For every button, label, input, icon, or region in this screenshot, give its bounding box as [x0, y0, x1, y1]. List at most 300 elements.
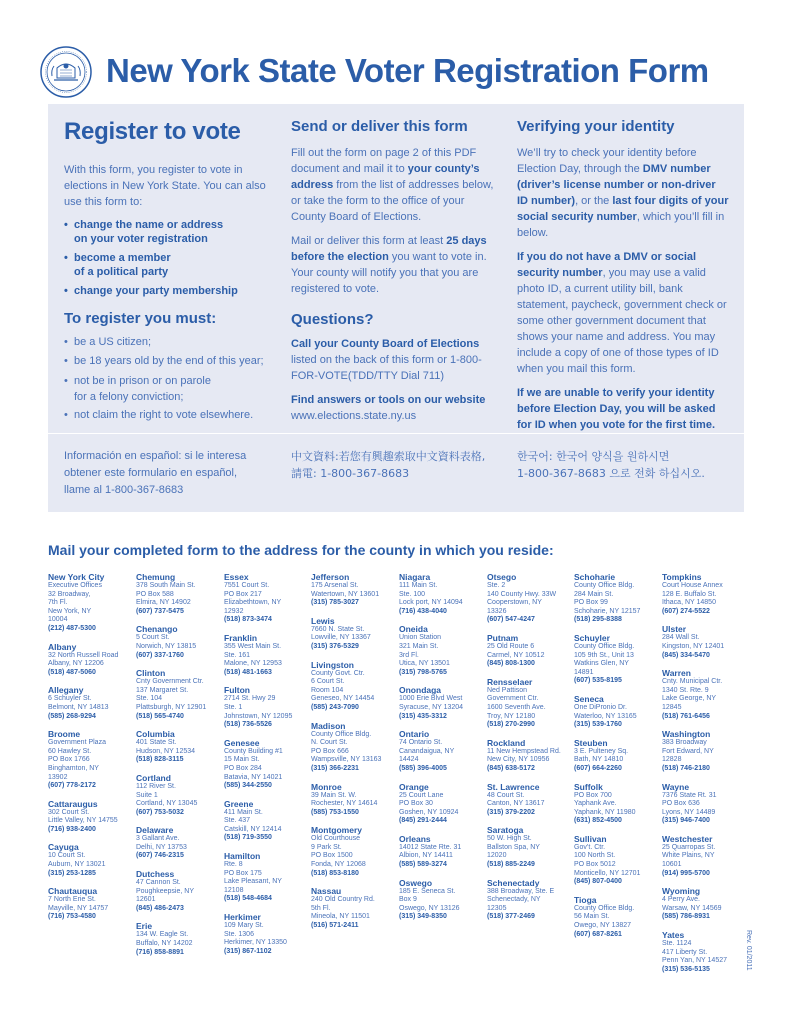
- county-phone: (315) 536-5135: [662, 965, 710, 973]
- county-entry: [311, 782, 397, 818]
- county-entry: [574, 834, 660, 887]
- county-name: Cattaraugus: [48, 798, 98, 809]
- county-phone: (716) 438-4040: [399, 607, 447, 615]
- county-address-line: 2714 St. Hwy 29: [224, 695, 276, 703]
- county-address-line: Room 104: [311, 686, 344, 694]
- county-entry: [136, 825, 222, 861]
- verify-heading: Verifying your identity: [517, 118, 675, 135]
- county-phone: (607) 337-1760: [136, 651, 184, 659]
- county-address-line: Albion, NY 14411: [399, 852, 453, 860]
- county-phone: (315) 539-1760: [574, 721, 622, 729]
- county-name: Monroe: [311, 781, 342, 792]
- county-address-line: 6 Court St.: [311, 678, 345, 686]
- county-name: Jefferson: [311, 572, 350, 582]
- county-address-line: Lock port, NY 14094: [399, 599, 463, 607]
- county-address-line: 7551 Court St.: [224, 582, 270, 589]
- county-address-line: N. Court St.: [311, 739, 348, 747]
- list-item: • become a member of a political party: [64, 251, 174, 279]
- county-address-line: Utica, NY 13501: [399, 660, 450, 668]
- county-address-line: Elizabethtown, NY: [224, 599, 282, 607]
- county-entry: [224, 738, 310, 791]
- county-phone: (315) 253-1285: [48, 869, 96, 877]
- county-name: Chautauqua: [48, 886, 98, 897]
- county-name: Lewis: [311, 615, 335, 626]
- county-name: Dutchess: [136, 869, 175, 880]
- county-address-line: 4 Perry Ave.: [662, 896, 701, 904]
- text-span: , you may use a valid photo ID, a current utility bill, bank statement, paycheck, government check or some other government document that shows your name and address. You may include a copy of one of those types of ID when you mail this form.: [517, 267, 727, 375]
- county-address-line: Ste. 104: [136, 695, 163, 703]
- county-name: Hamilton: [224, 851, 261, 862]
- county-address-line: County Office Bldg.: [574, 904, 635, 912]
- county-name: Rockland: [487, 737, 526, 748]
- county-entry: [399, 729, 485, 773]
- county-phone: (607) 687-8261: [574, 930, 622, 938]
- county-entry: [136, 624, 222, 660]
- county-address-line: Carmel, NY 10512: [487, 651, 545, 659]
- county-name: Sullivan: [574, 833, 607, 844]
- county-address-line: Schoharie, NY 12157: [574, 607, 641, 615]
- county-entry: [311, 721, 397, 774]
- county-entry: [399, 782, 485, 826]
- county-entry: [48, 572, 134, 634]
- county-address-line: 14891: [574, 668, 594, 676]
- county-entry: [574, 572, 660, 625]
- county-phone: (518) 853-8180: [311, 869, 359, 877]
- county-name: Ontario: [399, 729, 430, 740]
- county-entry: [48, 642, 134, 678]
- county-address-line: PO Box 5012: [574, 861, 616, 869]
- korean-line-2: 1-800-367-8683 으로 전화 하십시오.: [517, 467, 705, 480]
- county-phone: (607) 274-5522: [662, 607, 710, 615]
- county-address-line: Herkimer, NY 13350: [224, 939, 287, 947]
- county-address-line: Batavia, NY 14021: [224, 773, 283, 781]
- county-address-line: Penn Yan, NY 14527: [662, 957, 727, 965]
- county-address-line: 105 9th St., Unit 13: [574, 651, 634, 659]
- county-phone: (845) 807-0400: [574, 878, 622, 886]
- register-column: [64, 118, 274, 425]
- county-name: Saratoga: [487, 825, 524, 836]
- county-name: Schoharie: [574, 572, 616, 582]
- county-address-line: County Govt. Ctr.: [311, 669, 365, 677]
- county-phone: (518) 565-4740: [136, 712, 184, 720]
- county-address-line: PO Box 99: [574, 599, 608, 607]
- county-entry: [224, 685, 310, 729]
- county-name: Suffolk: [574, 781, 603, 792]
- county-phone: (518) 828-3115: [136, 756, 184, 764]
- county-address-line: PO Box 175: [224, 869, 262, 877]
- county-entry: [487, 825, 573, 869]
- county-column: [48, 572, 134, 930]
- spanish-info: Información en español: si le interesa obtener este formulario en español, llame al 1-800-367-8683: [64, 450, 247, 496]
- county-column: [224, 572, 310, 964]
- county-name: Montgomery: [311, 825, 362, 836]
- county-address-line: 284 Wall St.: [662, 634, 700, 642]
- county-phone: (607) 664-2260: [574, 764, 622, 772]
- county-address-line: Cortland, NY 13045: [136, 800, 198, 808]
- county-address-line: 401 State St.: [136, 739, 177, 747]
- county-address-line: 12020: [487, 852, 507, 860]
- county-entry: [399, 624, 485, 677]
- county-phone: (518) 719-3550: [224, 834, 272, 842]
- county-address-line: 7th Fl.: [48, 599, 68, 607]
- county-address-line: 11 New Hempstead Rd.: [487, 747, 561, 755]
- county-entry: [311, 886, 397, 930]
- county-address-line: Lyons, NY 14489: [662, 808, 716, 816]
- korean-line-1: 한국어: 한국어 양식을 원하시면: [517, 450, 670, 463]
- county-address-line: Waterloo, NY 13165: [574, 712, 637, 720]
- county-address-line: 6 Schuyler St.: [48, 695, 92, 703]
- county-phone: (315) 379-2202: [487, 808, 535, 816]
- county-address-line: 10004: [48, 616, 68, 624]
- county-address-line: County Office Bldg.: [311, 730, 372, 738]
- county-address-line: 12601: [136, 896, 156, 904]
- revision-note: Rev. 01/2011: [745, 930, 752, 971]
- county-entry: [487, 878, 573, 922]
- county-address-line: 1000 Erie Blvd West: [399, 695, 463, 703]
- county-entry: [662, 729, 748, 773]
- county-address-line: Mayville, NY 14757: [48, 904, 109, 912]
- county-address-line: 3rd Fl.: [399, 651, 419, 659]
- county-address-line: Plattsburgh, NY 12901: [136, 703, 207, 711]
- text-span: DMV number (driver’s license number or non-driver ID number): [517, 163, 716, 207]
- county-entry: [311, 616, 397, 652]
- county-entry: [224, 912, 310, 956]
- county-address-line: Ste. 1: [224, 703, 243, 711]
- county-name: Steuben: [574, 737, 608, 748]
- county-phone: (607) 753-5032: [136, 808, 184, 816]
- uses-list: [64, 218, 274, 298]
- county-name: Allegany: [48, 685, 84, 696]
- county-address-line: 56 Main St.: [574, 913, 610, 921]
- county-name: St. Lawrence: [487, 781, 540, 792]
- county-address-line: Wampsville, NY 13163: [311, 756, 382, 764]
- county-address-line: Ste. 161: [224, 651, 251, 659]
- county-name: Schenectady: [487, 877, 540, 888]
- deadline-paragraph: [291, 233, 501, 297]
- county-name: Fulton: [224, 685, 250, 696]
- county-address-line: Lake Pleasant, NY: [224, 878, 282, 886]
- county-entry: [487, 782, 573, 818]
- county-address-line: 12828: [662, 756, 682, 764]
- county-entry: [487, 677, 573, 730]
- county-name: Putnam: [487, 632, 519, 643]
- county-address-line: Lowville, NY 13367: [311, 634, 371, 642]
- county-entry: [136, 729, 222, 765]
- county-address-line: 137 Margaret St.: [136, 686, 189, 694]
- county-phone: (518) 761-6456: [662, 712, 710, 720]
- list-item: • change your party membership: [64, 284, 274, 298]
- county-address-line: Fonda, NY 12068: [311, 861, 366, 869]
- county-address-line: PO Box 284: [224, 764, 262, 772]
- county-name: Cayuga: [48, 842, 79, 853]
- county-address-line: Fort Edward, NY: [662, 747, 714, 755]
- county-name: New York City: [48, 572, 105, 582]
- county-name: Orange: [399, 781, 429, 792]
- county-phone: (315) 366-2231: [311, 764, 359, 772]
- county-name: Broome: [48, 729, 81, 740]
- county-column: [574, 572, 660, 947]
- county-phone: (518) 548-4684: [224, 895, 272, 903]
- county-entry: [574, 633, 660, 686]
- county-address-line: Goshen, NY 10924: [399, 808, 459, 816]
- county-phone: (607) 547-4247: [487, 616, 535, 624]
- county-address-line: Little Valley, NY 14755: [48, 817, 118, 825]
- text-span: you want to vote in. Your county will notify you that you are registered to vote.: [291, 251, 487, 295]
- county-address-line: 355 West Main St.: [224, 642, 282, 650]
- questions-heading: Questions?: [291, 311, 374, 328]
- county-name: Erie: [136, 921, 153, 932]
- county-address-line: Cnty. Municipal Ctr.: [662, 678, 723, 686]
- county-address-line: Court House Annex: [662, 582, 723, 589]
- county-address-line: Oswego, NY 13126: [399, 904, 460, 912]
- county-phone: (845) 638-5172: [487, 764, 535, 772]
- county-address-line: Kingston, NY 12401: [662, 642, 725, 650]
- text-span: If you do not have a DMV or social security number: [517, 251, 697, 279]
- county-address-line: 1600 Seventh Ave.: [487, 703, 546, 711]
- text-span: Fill out the form on page 2 of this PDF document and mail it to: [291, 147, 477, 175]
- county-entry: [662, 834, 748, 878]
- county-phone: (607) 535-8195: [574, 677, 622, 685]
- county-name: Otsego: [487, 572, 517, 582]
- county-address-line: Cooperstown, NY: [487, 599, 542, 607]
- county-name: Albany: [48, 641, 77, 652]
- text-span: If we are unable to verify your identity before Election Day, you will be asked for ID when you vote for the first time.: [517, 387, 716, 431]
- county-name: Herkimer: [224, 912, 261, 923]
- county-name: Rensselaer: [487, 676, 533, 687]
- county-phone: (315) 867-1102: [224, 947, 272, 955]
- verify-column: [517, 118, 729, 433]
- county-address-line: Union Station: [399, 634, 442, 642]
- county-address-line: Syracuse, NY 13204: [399, 703, 464, 711]
- text-span: your county’s address: [291, 163, 480, 191]
- county-entry: [574, 694, 660, 730]
- county-address-line: County Office Bldg.: [574, 642, 635, 650]
- list-item: • not claim the right to vote elsewhere.: [64, 408, 274, 422]
- county-address-line: Belmont, NY 14813: [48, 703, 109, 711]
- county-phone: (607) 737-5475: [136, 607, 184, 615]
- county-address-line: PO Box 30: [399, 800, 433, 808]
- county-entry: [224, 572, 310, 625]
- county-entry: [487, 738, 573, 774]
- county-address-line: Executive Offices: [48, 582, 102, 589]
- county-phone: (914) 995-5700: [662, 869, 710, 877]
- county-address-line: 5 Court St.: [136, 634, 170, 642]
- text-span: Find answers or tools on our website: [291, 394, 486, 406]
- county-address-line: 302 Court St.: [48, 808, 90, 816]
- county-address-line: 388 Broadway, Ste. E: [487, 887, 555, 895]
- county-entry: [662, 624, 748, 660]
- county-address-line: Bath, NY 14810: [574, 756, 624, 764]
- county-address-line: 15 Main St.: [224, 756, 260, 764]
- county-address-line: Poughkeepsie, NY: [136, 887, 194, 895]
- county-address-line: Catskill, NY 12414: [224, 825, 282, 833]
- county-phone: (518) 295-8388: [574, 616, 622, 624]
- county-name: Cortland: [136, 772, 171, 783]
- county-name: Wayne: [662, 781, 690, 792]
- county-address-line: 111 Main St.: [399, 582, 438, 589]
- county-entry: [311, 572, 397, 608]
- county-address-line: Buffalo, NY 14202: [136, 940, 193, 948]
- county-address-line: PO Box 636: [662, 800, 700, 808]
- county-address-line: PO Box 1500: [311, 852, 353, 860]
- chinese-line-2: 請電: 1-800-367-8683: [291, 467, 410, 480]
- county-address-line: Troy, NY 12180: [487, 712, 536, 720]
- county-address-line: 32 North Russell Road: [48, 651, 119, 659]
- county-phone: (716) 938-2400: [48, 825, 96, 833]
- county-address-line: Rochester, NY 14614: [311, 800, 378, 808]
- county-address-line: 5th Fl.: [311, 904, 331, 912]
- county-address-line: 12108: [224, 886, 244, 894]
- county-address-line: 140 County Hwy. 33W: [487, 590, 557, 598]
- county-phone: (845) 334-5470: [662, 651, 710, 659]
- county-name: Nassau: [311, 886, 342, 897]
- website-link[interactable]: www.elections.state.ny.us: [291, 410, 417, 422]
- county-phone: (585) 589-3274: [399, 861, 447, 869]
- county-address-line: Box 9: [399, 896, 417, 904]
- county-address-line: Ned Pattison: [487, 686, 528, 694]
- county-address-line: Warsaw, NY 14569: [662, 904, 722, 912]
- county-name: Tompkins: [662, 572, 702, 582]
- county-name: Westchester: [662, 833, 713, 844]
- county-address-line: 60 Hawley St.: [48, 747, 92, 755]
- county-entry: [311, 825, 397, 878]
- county-address-line: County Building #1: [224, 747, 283, 755]
- state-seal-icon: [40, 46, 92, 98]
- county-entry: [136, 668, 222, 721]
- website-paragraph: [291, 392, 501, 424]
- send-column: [291, 118, 501, 424]
- chinese-info: [291, 448, 511, 482]
- county-entry: [48, 729, 134, 791]
- text-span: We’ll try to check your identity before Election Day, through the: [517, 147, 697, 175]
- county-phone: (315) 349-8350: [399, 913, 447, 921]
- county-address-line: PO Box 1766: [48, 756, 90, 764]
- county-phone: (518) 746-2180: [662, 764, 710, 772]
- county-entry: [224, 633, 310, 677]
- must-heading: To register you must:: [64, 310, 217, 327]
- text-span: , which you’ll fill in below.: [517, 211, 725, 239]
- county-entry: [662, 668, 748, 721]
- county-phone: (585) 396-4005: [399, 764, 447, 772]
- county-address-line: 3 E. Pulteney Sq.: [574, 747, 629, 755]
- county-address-line: Cnty Government Ctr.: [136, 678, 204, 686]
- county-entry: [574, 738, 660, 774]
- county-name: Chenango: [136, 624, 178, 635]
- header: [40, 44, 760, 100]
- county-address-line: Gov’t. Ctr.: [574, 843, 606, 851]
- county-name: Chemung: [136, 572, 176, 582]
- county-address-line: Government Ctr.: [487, 695, 539, 703]
- county-address-line: White Plains, NY: [662, 852, 715, 860]
- text-span: Call your County Board of Elections: [291, 338, 480, 350]
- county-name: Niagara: [399, 572, 431, 582]
- send-heading: Send or deliver this form: [291, 118, 468, 135]
- text-span: listed on the back of this form or 1-800-FOR-VOTE(TDD/TTY Dial 711): [291, 354, 482, 382]
- county-address-line: 47 Cannon St.: [136, 879, 181, 887]
- county-address-line: One DiPronio Dr.: [574, 703, 627, 711]
- county-address-line: 7 North Erie St.: [48, 896, 96, 904]
- county-address-line: Ballston Spa, NY: [487, 843, 540, 851]
- county-entry: [48, 685, 134, 721]
- county-entry: [574, 782, 660, 826]
- county-name: Delaware: [136, 825, 174, 836]
- county-entry: [48, 799, 134, 835]
- county-phone: (585) 786-8931: [662, 913, 710, 921]
- county-name: Schuyler: [574, 632, 610, 643]
- county-address-line: 109 Mary St.: [224, 922, 264, 930]
- county-address-line: PO Box 588: [136, 590, 174, 598]
- county-name: Clinton: [136, 668, 166, 679]
- county-phone: (716) 753-4580: [48, 913, 96, 921]
- county-address-line: Johnstown, NY 12095: [224, 712, 293, 720]
- county-address-line: Suite 1: [136, 791, 158, 799]
- county-phone: (607) 746-2315: [136, 852, 184, 860]
- text-span: 25 days before the election: [291, 235, 487, 263]
- county-phone: (585) 753-1550: [311, 808, 359, 816]
- county-entry: [399, 878, 485, 922]
- county-address-line: 48 Court St.: [487, 791, 525, 799]
- county-name: Genesee: [224, 737, 260, 748]
- county-phone: (631) 852-4500: [574, 817, 622, 825]
- county-address-line: Albany, NY 12206: [48, 660, 104, 668]
- county-address-line: 321 Main St.: [399, 642, 439, 650]
- county-address-line: 100 North St.: [574, 852, 616, 860]
- county-address-line: Binghamton, NY: [48, 764, 99, 772]
- county-address-line: Schenectady, NY: [487, 896, 541, 904]
- county-address-line: Geneseo, NY 14454: [311, 695, 375, 703]
- first-time-paragraph: [517, 385, 729, 433]
- county-address-line: New York, NY: [48, 607, 92, 615]
- list-item: • be 18 years old by the end of this year;: [64, 354, 274, 368]
- county-name: Washington: [662, 729, 711, 740]
- alt-id-paragraph: [517, 249, 729, 377]
- register-intro: With this form, you register to vote in elections in New York State. You can also use this form to:: [64, 164, 266, 208]
- musts-list: [64, 335, 274, 422]
- chinese-line-1: 中文資料:若您有興趣索取中文資料表格,: [291, 450, 486, 463]
- county-name: Ulster: [662, 624, 687, 635]
- county-phone: (516) 571-2411: [311, 922, 359, 930]
- county-address-line: Yaphank Ave.: [574, 800, 617, 808]
- county-phone: (518) 885-2249: [487, 861, 535, 869]
- county-entry: [399, 685, 485, 721]
- county-phone: (315) 785-3027: [311, 599, 359, 607]
- county-phone: (315) 435-3312: [399, 712, 447, 720]
- county-address-line: 12845: [662, 703, 682, 711]
- county-address-line: 13902: [48, 773, 68, 781]
- county-phone: (212) 487-5300: [48, 624, 96, 632]
- county-address-line: Auburn, NY 13021: [48, 861, 106, 869]
- county-address-line: 175 Arsenal St.: [311, 582, 359, 589]
- county-name: Franklin: [224, 632, 258, 643]
- county-address-line: Norwich, NY 13815: [136, 642, 197, 650]
- county-address-line: 13326: [487, 607, 507, 615]
- county-address-line: PO Box 700: [574, 791, 612, 799]
- county-name: Yates: [662, 930, 685, 941]
- county-address-line: 128 E. Buffalo St.: [662, 590, 717, 598]
- county-entry: [136, 572, 222, 616]
- county-column: [662, 572, 748, 982]
- county-address-line: 25 Old Route 6: [487, 642, 535, 650]
- county-address-line: Rte. 8: [224, 861, 243, 869]
- county-entry: [136, 773, 222, 817]
- county-address-line: Ste. 1306: [224, 930, 254, 938]
- county-entry: [662, 572, 748, 616]
- county-address-line: 417 Liberty St.: [662, 948, 708, 956]
- county-phone: (607) 778-2172: [48, 782, 96, 790]
- county-phone: (716) 858-8891: [136, 948, 184, 956]
- county-address-line: 14424: [399, 756, 419, 764]
- county-address-line: Delhi, NY 13753: [136, 843, 187, 851]
